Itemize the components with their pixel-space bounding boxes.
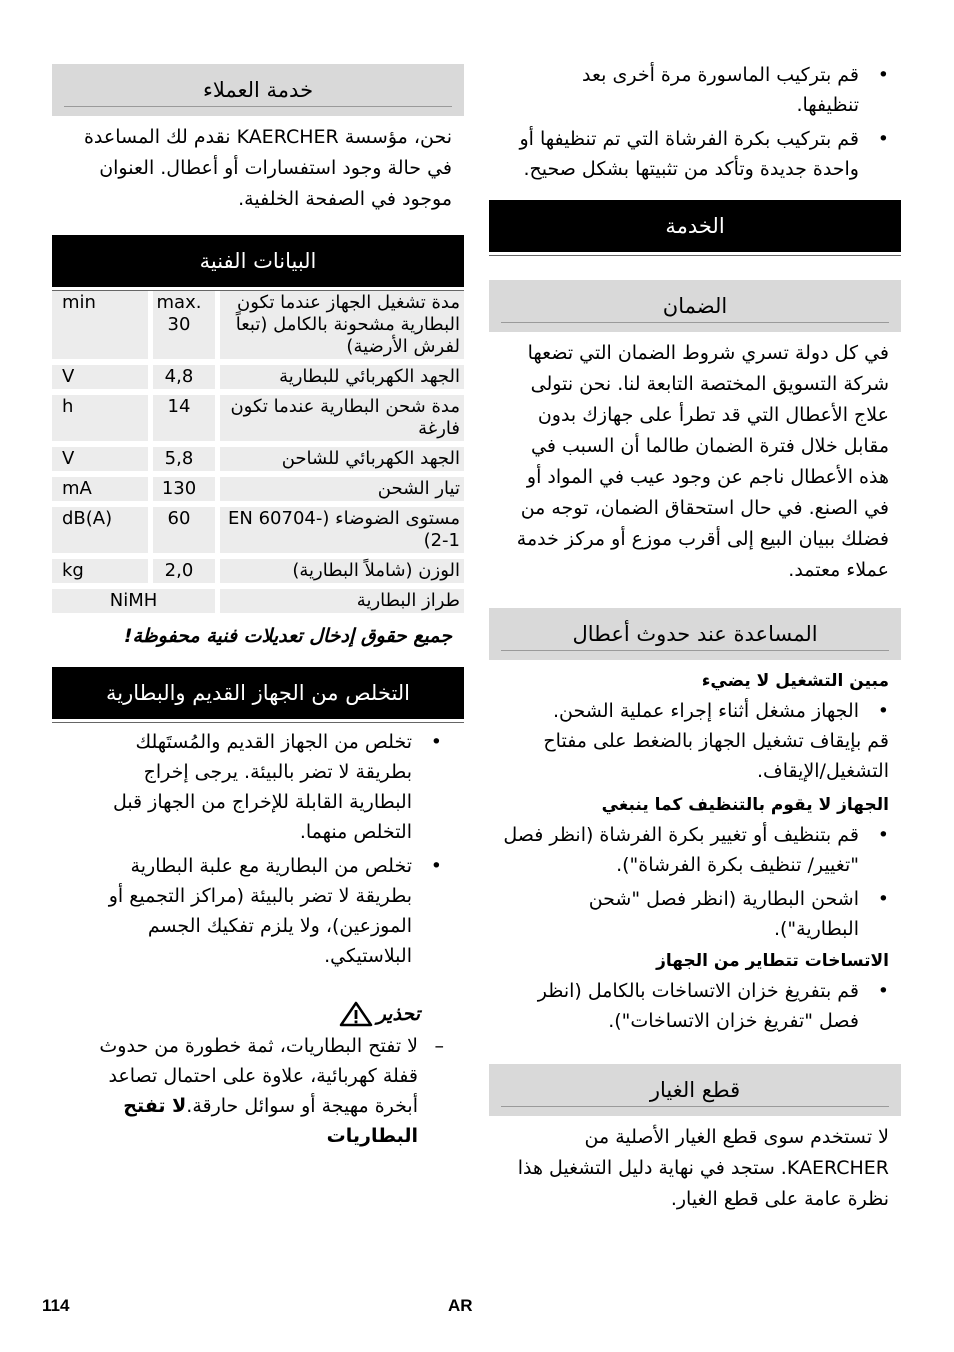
- list-item: • تخلص من البطارية مع علبة البطارية بطريقة لا تضر بالبيئة (مراكز التجميع أو الموزعين)، ولا يلزم تفكيك الجسم البلاستيكي.: [96, 851, 442, 971]
- technical-note: جميع حقوق إدخال تعديلات فنية محفوظة!: [123, 625, 452, 647]
- spare-parts-header: [489, 1064, 901, 1116]
- list-item: • قم بتفريغ خزان الاتساخات بالكامل (انظر فصل "تفريغ خزان الاتساخات").: [501, 976, 889, 1036]
- spec-label: مستوى الضوضاء (EN 60704-2-1): [215, 507, 464, 553]
- spec-value: 5,8: [148, 447, 215, 471]
- service-header: [489, 200, 901, 252]
- section-title: الخدمة: [665, 214, 725, 238]
- trouble-heading: مبين التشغيل لا يضيء: [701, 671, 889, 691]
- spec-label: مدة تشغيل الجهاز عندما تكون البطارية مشحونة بالكامل (تبعاً لفرش الأرضية): [215, 291, 464, 359]
- spec-value: 14: [148, 395, 215, 441]
- table-row: [52, 507, 464, 553]
- language-code: AR: [448, 1296, 473, 1315]
- spec-value: NiMH: [52, 589, 215, 613]
- spec-label: الوزن (شاملاً البطارية): [215, 559, 464, 583]
- disposal-header: [52, 667, 464, 719]
- section-title: البيانات الفنية: [199, 249, 317, 273]
- spec-unit: V: [52, 365, 148, 389]
- section-title: قطع الغيار: [649, 1078, 741, 1102]
- spec-unit: dB(A): [52, 507, 148, 553]
- spec-label: الجهد الكهربائي للشاحن: [215, 447, 464, 471]
- spec-unit: min: [52, 291, 148, 359]
- table-row: [52, 291, 464, 359]
- list-item: • قم بتنظيف أو تغيير بكرة الفرشاة (انظر فصل "تغيير/ تنظيف بكرة الفرشاة").: [501, 820, 889, 880]
- trouble-group: [489, 790, 901, 944]
- warning-icon: [339, 1001, 373, 1027]
- trouble-heading: الجهاز لا يقوم بالتنظيف كما ينبغي: [601, 795, 889, 815]
- trouble-heading: الاتساخات تتطاير من الجهاز: [656, 951, 889, 971]
- spare-parts-text: لا تستخدم سوى قطع الغيار الأصلية من KAERCHER. ستجد في نهاية دليل التشغيل هذا نظرة عامة على قطع الغيار.: [517, 1126, 889, 1210]
- technical-data-header: [52, 235, 464, 287]
- warning-emphasis: لا تفتح البطاريات: [123, 1095, 418, 1147]
- list-item: • قم بتركيب الماسورة مرة أخرى بعد تنظيفها.: [519, 60, 889, 120]
- table-row: [52, 395, 464, 441]
- spec-value: 2,0: [148, 559, 215, 583]
- spec-value: 60: [148, 507, 215, 553]
- page-number: 114: [42, 1296, 70, 1315]
- spec-unit: V: [52, 447, 148, 471]
- customer-service-text: نحن، مؤسسة KAERCHER نقدم لك المساعدة في حالة وجود استفسارات أو أعطال. العنوان موجود في الصفحة الخلفية.: [83, 126, 452, 210]
- warning-label: تحذير: [376, 1003, 420, 1025]
- list-item: • الجهاز مشغل أثناء إجراء عملية الشحن.: [501, 696, 889, 726]
- spec-unit: mA: [52, 477, 148, 501]
- table-row: [52, 477, 464, 501]
- trouble-bullets: [489, 976, 901, 1036]
- table-row: [52, 447, 464, 471]
- spec-label: مدة شحن البطارية عندما تكون فارغة: [215, 395, 464, 441]
- spec-label: تيار الشحن: [215, 477, 464, 501]
- spec-label: طراز البطارية: [215, 589, 464, 613]
- trouble-bullets: [489, 820, 901, 944]
- warning-heading: [52, 1001, 464, 1027]
- list-item: • تخلص من الجهاز القديم والمُستَهلك بطريقة لا تضر بالبيئة. يرجى إخراج البطارية القابلة للإخراج من الجهاز قبل التخلص منهما.: [96, 727, 442, 847]
- list-item: • قم بتركيب بكرة الفرشاة التي تم تنظيفها أو واحدة جديدة وتأكد من تثبيتها بشكل صحيح.: [519, 124, 889, 184]
- section-title: الضمان: [662, 294, 728, 318]
- trouble-bullets: [489, 696, 901, 726]
- troubleshooting-header: [489, 608, 901, 660]
- trouble-remedy: قم بإيقاف تشغيل الجهاز بالضغط على مفتاح التشغيل/الإيقاف.: [543, 730, 889, 782]
- section-title: خدمة العملاء: [202, 78, 314, 102]
- right-column: [489, 60, 901, 1215]
- list-item: • اشحن البطارية (انظر فصل "شحن البطارية").: [501, 884, 889, 944]
- spec-value: max. 30: [148, 291, 215, 359]
- warning-text: [52, 1031, 464, 1151]
- spec-unit: kg: [52, 559, 148, 583]
- technical-data-table: [52, 285, 464, 619]
- table-row: [52, 365, 464, 389]
- warranty-text: في كل دولة تسري شروط الضمان التي تضعها شركة التسويق المختصة التابعة لنا. نحن نتولى علاج الأعطال التي قد تطرأ على جهازك بدون مقابل خلال فترة الضمان طالما أن السبب في هذه الأعطال ناجم عن وجود عيب في المواد أو في الصنع. في حال استحقاق الضمان، توجه من فضلك ببيان البيع إلى أقرب موزع أو مركز خدمة عملاء معتمد.: [516, 342, 889, 581]
- table-row: [52, 559, 464, 583]
- section-title: التخلص من الجهاز القديم والبطارية: [105, 681, 411, 705]
- left-column: [52, 64, 464, 1151]
- intro-bullets: [489, 60, 901, 184]
- spec-unit: h: [52, 395, 148, 441]
- section-title: المساعدة عند حدوث أعطال: [572, 622, 818, 646]
- spec-value: 130: [148, 477, 215, 501]
- trouble-group: [489, 946, 901, 1036]
- warranty-header: [489, 280, 901, 332]
- spec-label: الجهد الكهربائي للبطارية: [215, 365, 464, 389]
- customer-service-header: [52, 64, 464, 116]
- warning-body: لا تفتح البطاريات، ثمة خطورة من حدوث قفلة كهربائية، علاوة على احتمال تصاعد أبخرة مهيجة أو سوائل حارقة.: [99, 1035, 418, 1117]
- trouble-group: [489, 666, 901, 786]
- disposal-bullets: [52, 727, 464, 971]
- table-row: [52, 589, 464, 613]
- spec-value: 4,8: [148, 365, 215, 389]
